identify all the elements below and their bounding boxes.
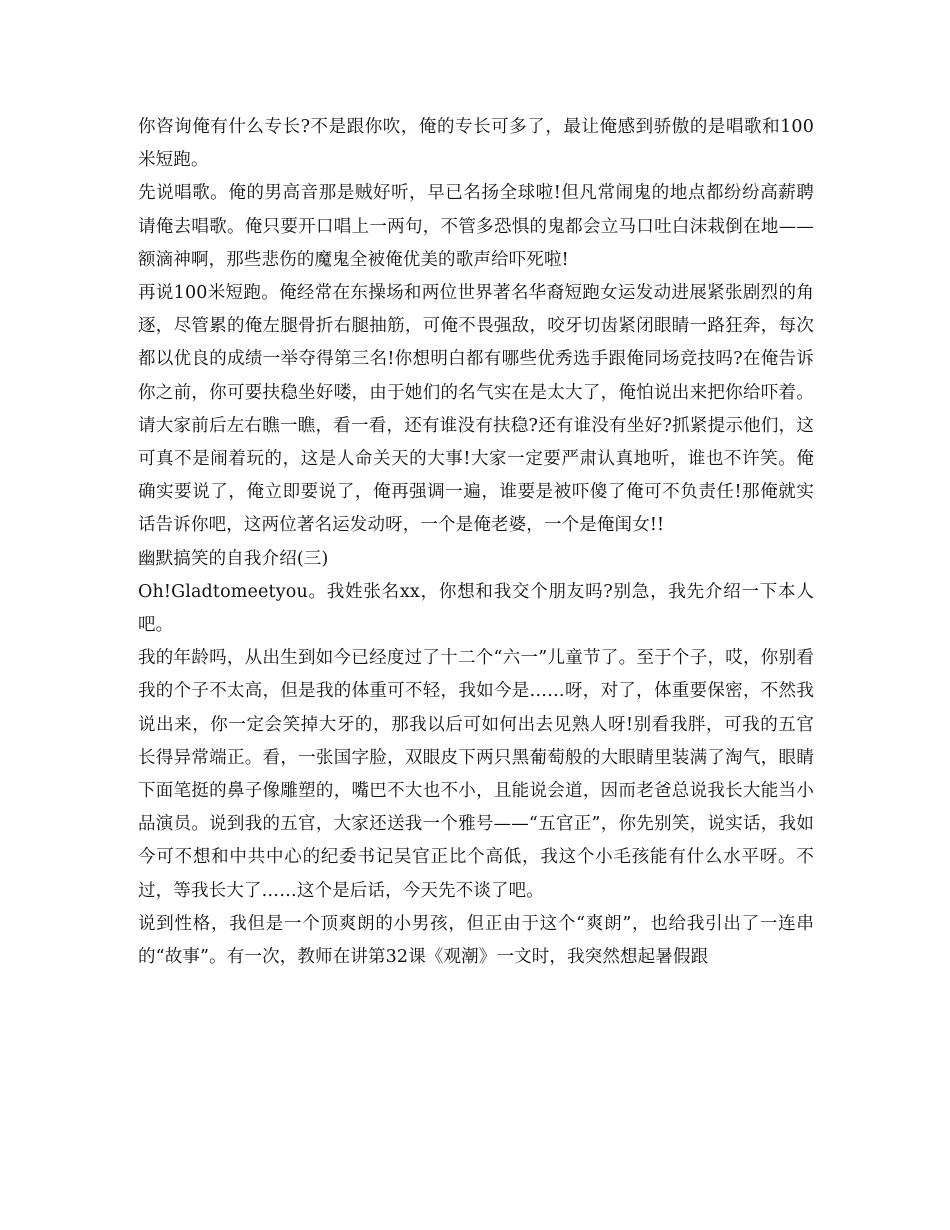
paragraph-specialty-intro: 你咨询俺有什么专长?不是跟你吹，俺的专长可多了，最让俺感到骄傲的是唱歌和100米短跑。: [138, 117, 814, 171]
paragraph-greeting: Oh!Gladtomeetyou。我姓张名xx，你想和我交个朋友吗?别急，我先介绍一下本人吧。: [138, 581, 814, 636]
paragraph-sprinting: 再说100米短跑。俺经常在东操场和两位世界著名华裔短跑女运发动进展紧张剧烈的角逐，尽管累的俺左腿骨折右腿抽筋，可俺不畏强敌，咬牙切齿紧闭眼睛一路狂奔，每次都以优良的成绩一举夺得第三名!你想明白都有哪些优秀选手跟俺同场竞技吗?在俺告诉你之前，你可要扶稳坐好喽，由于她们的名气实在是太大了，俺怕说出来把你给吓着。请大家前后左右瞧一瞧，看一看，还有谁没有扶稳?还有谁没有坐好?抓紧提示他们，这可真不是闹着玩的，这是人命关天的大事!大家一定要严肃认真地听，谁也不许笑。俺确实要说了，俺立即要说了，俺再强调一遍，谁要是被吓傻了俺可不负责任!那俺就实话告诉你吧，这两位著名运发动呀，一个是俺老婆，一个是俺闺女!!: [138, 283, 814, 536]
paragraph-age-appearance: 我的年龄吗，从出生到如今已经度过了十二个“六一”儿童节了。至于个子，哎，你别看我的个子不太高，但是我的体重可不轻，我如今是……呀，对了，体重要保密，不然我说出来，你一定会笑掉大牙的，那我以后可如何出去见熟人呀!别看我胖，可我的五官长得异常端正。看，一张国字脸，双眼皮下两只黑葡萄般的大眼睛里装满了淘气，眼睛下面笔挺的鼻子像雕塑的，嘴巴不大也不小，且能说会道，因而老爸总说我长大能当小品演员。说到我的五官，大家还送我一个雅号——“五官正”，你先别笑，说实话，我如今可不想和中共中心的纪委书记吴官正比个高低，我这个小毛孩能有什么水平呀。不过，等我长大了……这个是后话，今天先不谈了吧。: [138, 648, 814, 901]
document-body: [138, 111, 814, 974]
section-heading: 幽默搞笑的自我介绍(三): [138, 548, 329, 569]
paragraph-singing: 先说唱歌。俺的男高音那是贼好听，早已名扬全球啦!但凡常闹鬼的地点都纷纷高薪聘请俺去唱歌。俺只要开口唱上一两句，不管多恐惧的鬼都会立马口吐白沫栽倒在地——额滴神啊，那些悲伤的魔鬼全被俺优美的歌声给吓死啦!: [138, 183, 814, 270]
paragraph-personality: 说到性格，我但是一个顶爽朗的小男孩，但正由于这个“爽朗”，也给我引出了一连串的“故事”。有一次，教师在讲第32课《观潮》一文时，我突然想起暑假跟: [138, 913, 814, 968]
